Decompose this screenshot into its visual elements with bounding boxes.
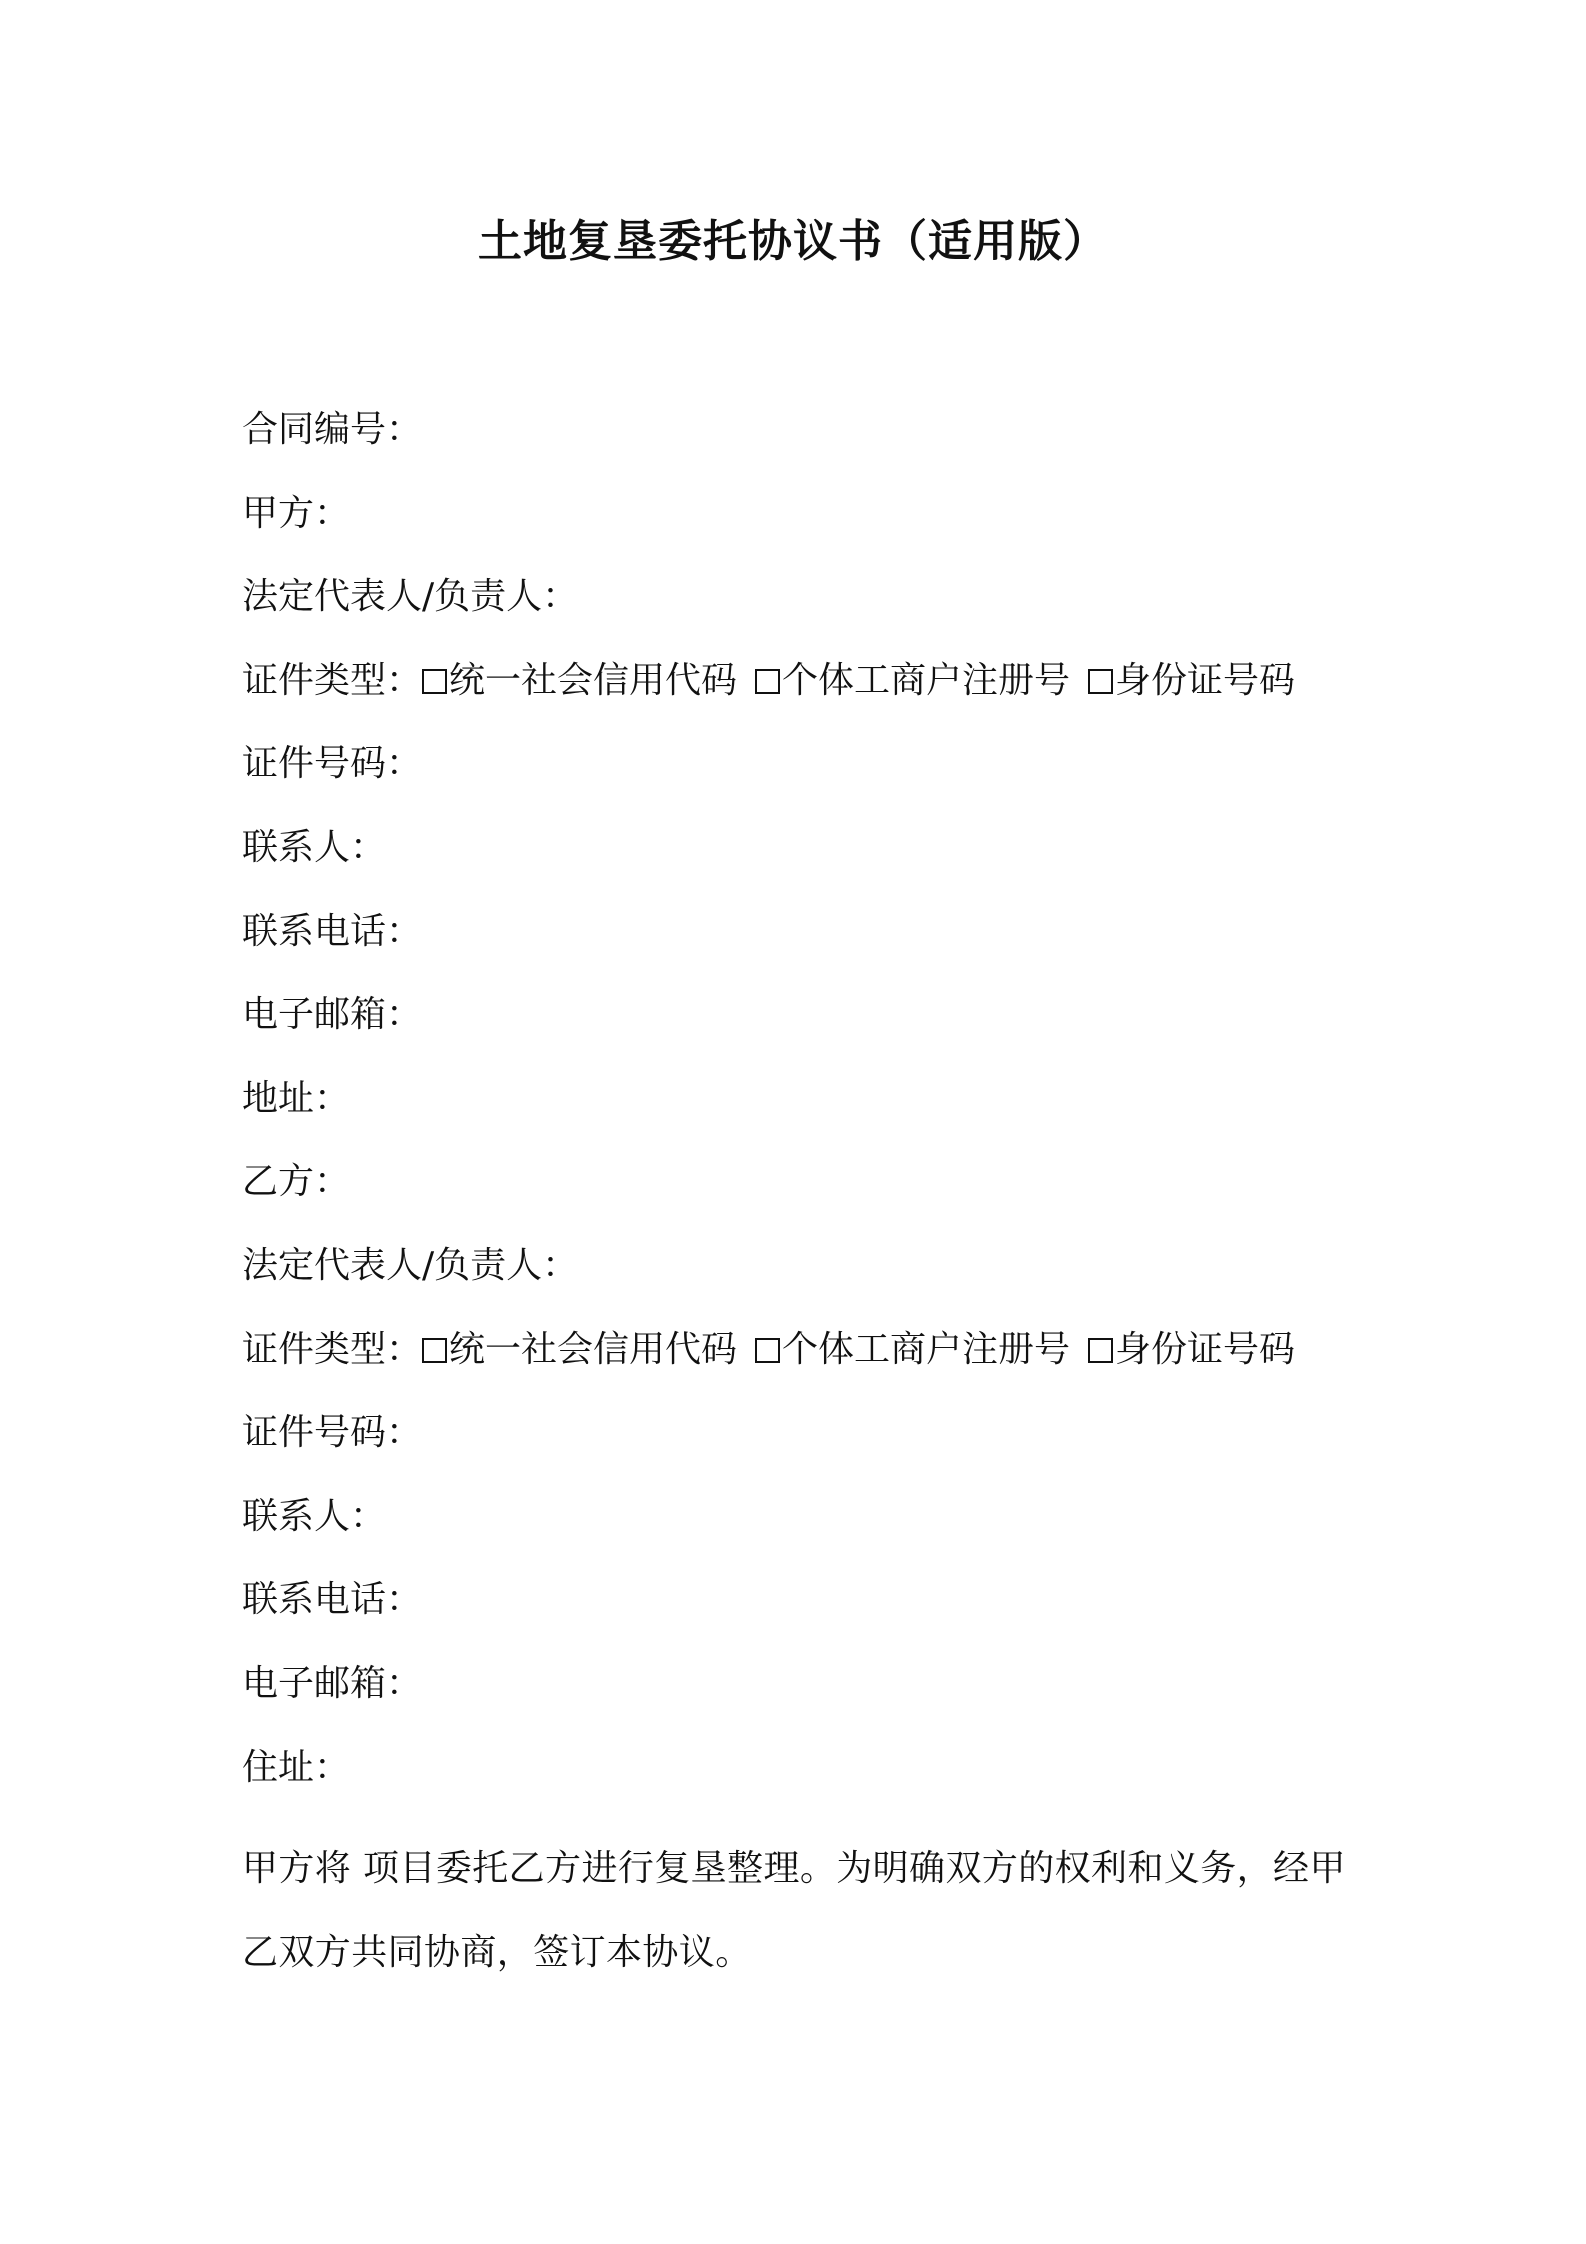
party-a-id-number-field: 证件号码： [242,743,423,785]
party-b-id-number-field: 证件号码： [242,1412,423,1454]
party-b-name-field: 乙方： [242,1161,351,1203]
checkbox-icon[interactable] [755,669,780,694]
party-b-id-type-label: 证件类型： [242,1328,423,1370]
party-b-id-type-field [242,1324,1362,1408]
party-a-id-type-field [242,655,1362,739]
party-a-legal-rep-field: 法定代表人/负责人： [242,576,579,618]
party-b-id-type-option-business-reg[interactable] [755,1324,1070,1376]
party-a-id-type-option-id-card[interactable] [1088,655,1295,707]
party-a-phone-field: 联系电话： [242,910,423,952]
document-title: 土地复垦委托协议书（适用版） [478,216,1108,267]
option-label: 身份证号码 [1115,1328,1296,1370]
intro-paragraph: 甲方将 项目委托乙方进行复垦整理。为明确双方的权利和义务，经甲乙双方共同协商，签订本协议。 [242,1848,1346,1973]
option-label: 个体工商户注册号 [782,1328,1071,1370]
party-b-id-type-option-id-card[interactable] [1088,1324,1295,1376]
party-b-contact-field: 联系人： [242,1495,387,1537]
party-b-legal-rep-field: 法定代表人/负责人： [242,1244,579,1286]
party-a-id-type-option-business-reg[interactable] [755,655,1070,707]
checkbox-icon[interactable] [1088,669,1113,694]
party-b-address-field: 住址： [242,1746,351,1788]
party-a-id-type-label: 证件类型： [242,659,423,701]
option-label: 统一社会信用代码 [449,1328,738,1370]
party-a-name-field: 甲方： [242,492,351,534]
party-a-address-field: 地址： [242,1077,351,1119]
party-b-id-type-option-credit-code[interactable] [422,1324,737,1376]
checkbox-icon[interactable] [755,1338,780,1363]
contract-number-field: 合同编号： [242,409,423,450]
checkbox-icon[interactable] [422,669,447,694]
party-a-id-type-option-credit-code[interactable] [422,655,737,707]
option-label: 统一社会信用代码 [449,659,738,701]
party-a-contact-field: 联系人： [242,826,387,868]
party-b-phone-field: 联系电话： [242,1579,423,1621]
party-b-email-field: 电子邮箱： [242,1662,423,1704]
checkbox-icon[interactable] [1088,1338,1113,1363]
party-info-fields [242,404,1362,1825]
option-label: 身份证号码 [1115,659,1296,701]
party-a-email-field: 电子邮箱： [242,994,423,1036]
checkbox-icon[interactable] [422,1338,447,1363]
option-label: 个体工商户注册号 [782,659,1071,701]
